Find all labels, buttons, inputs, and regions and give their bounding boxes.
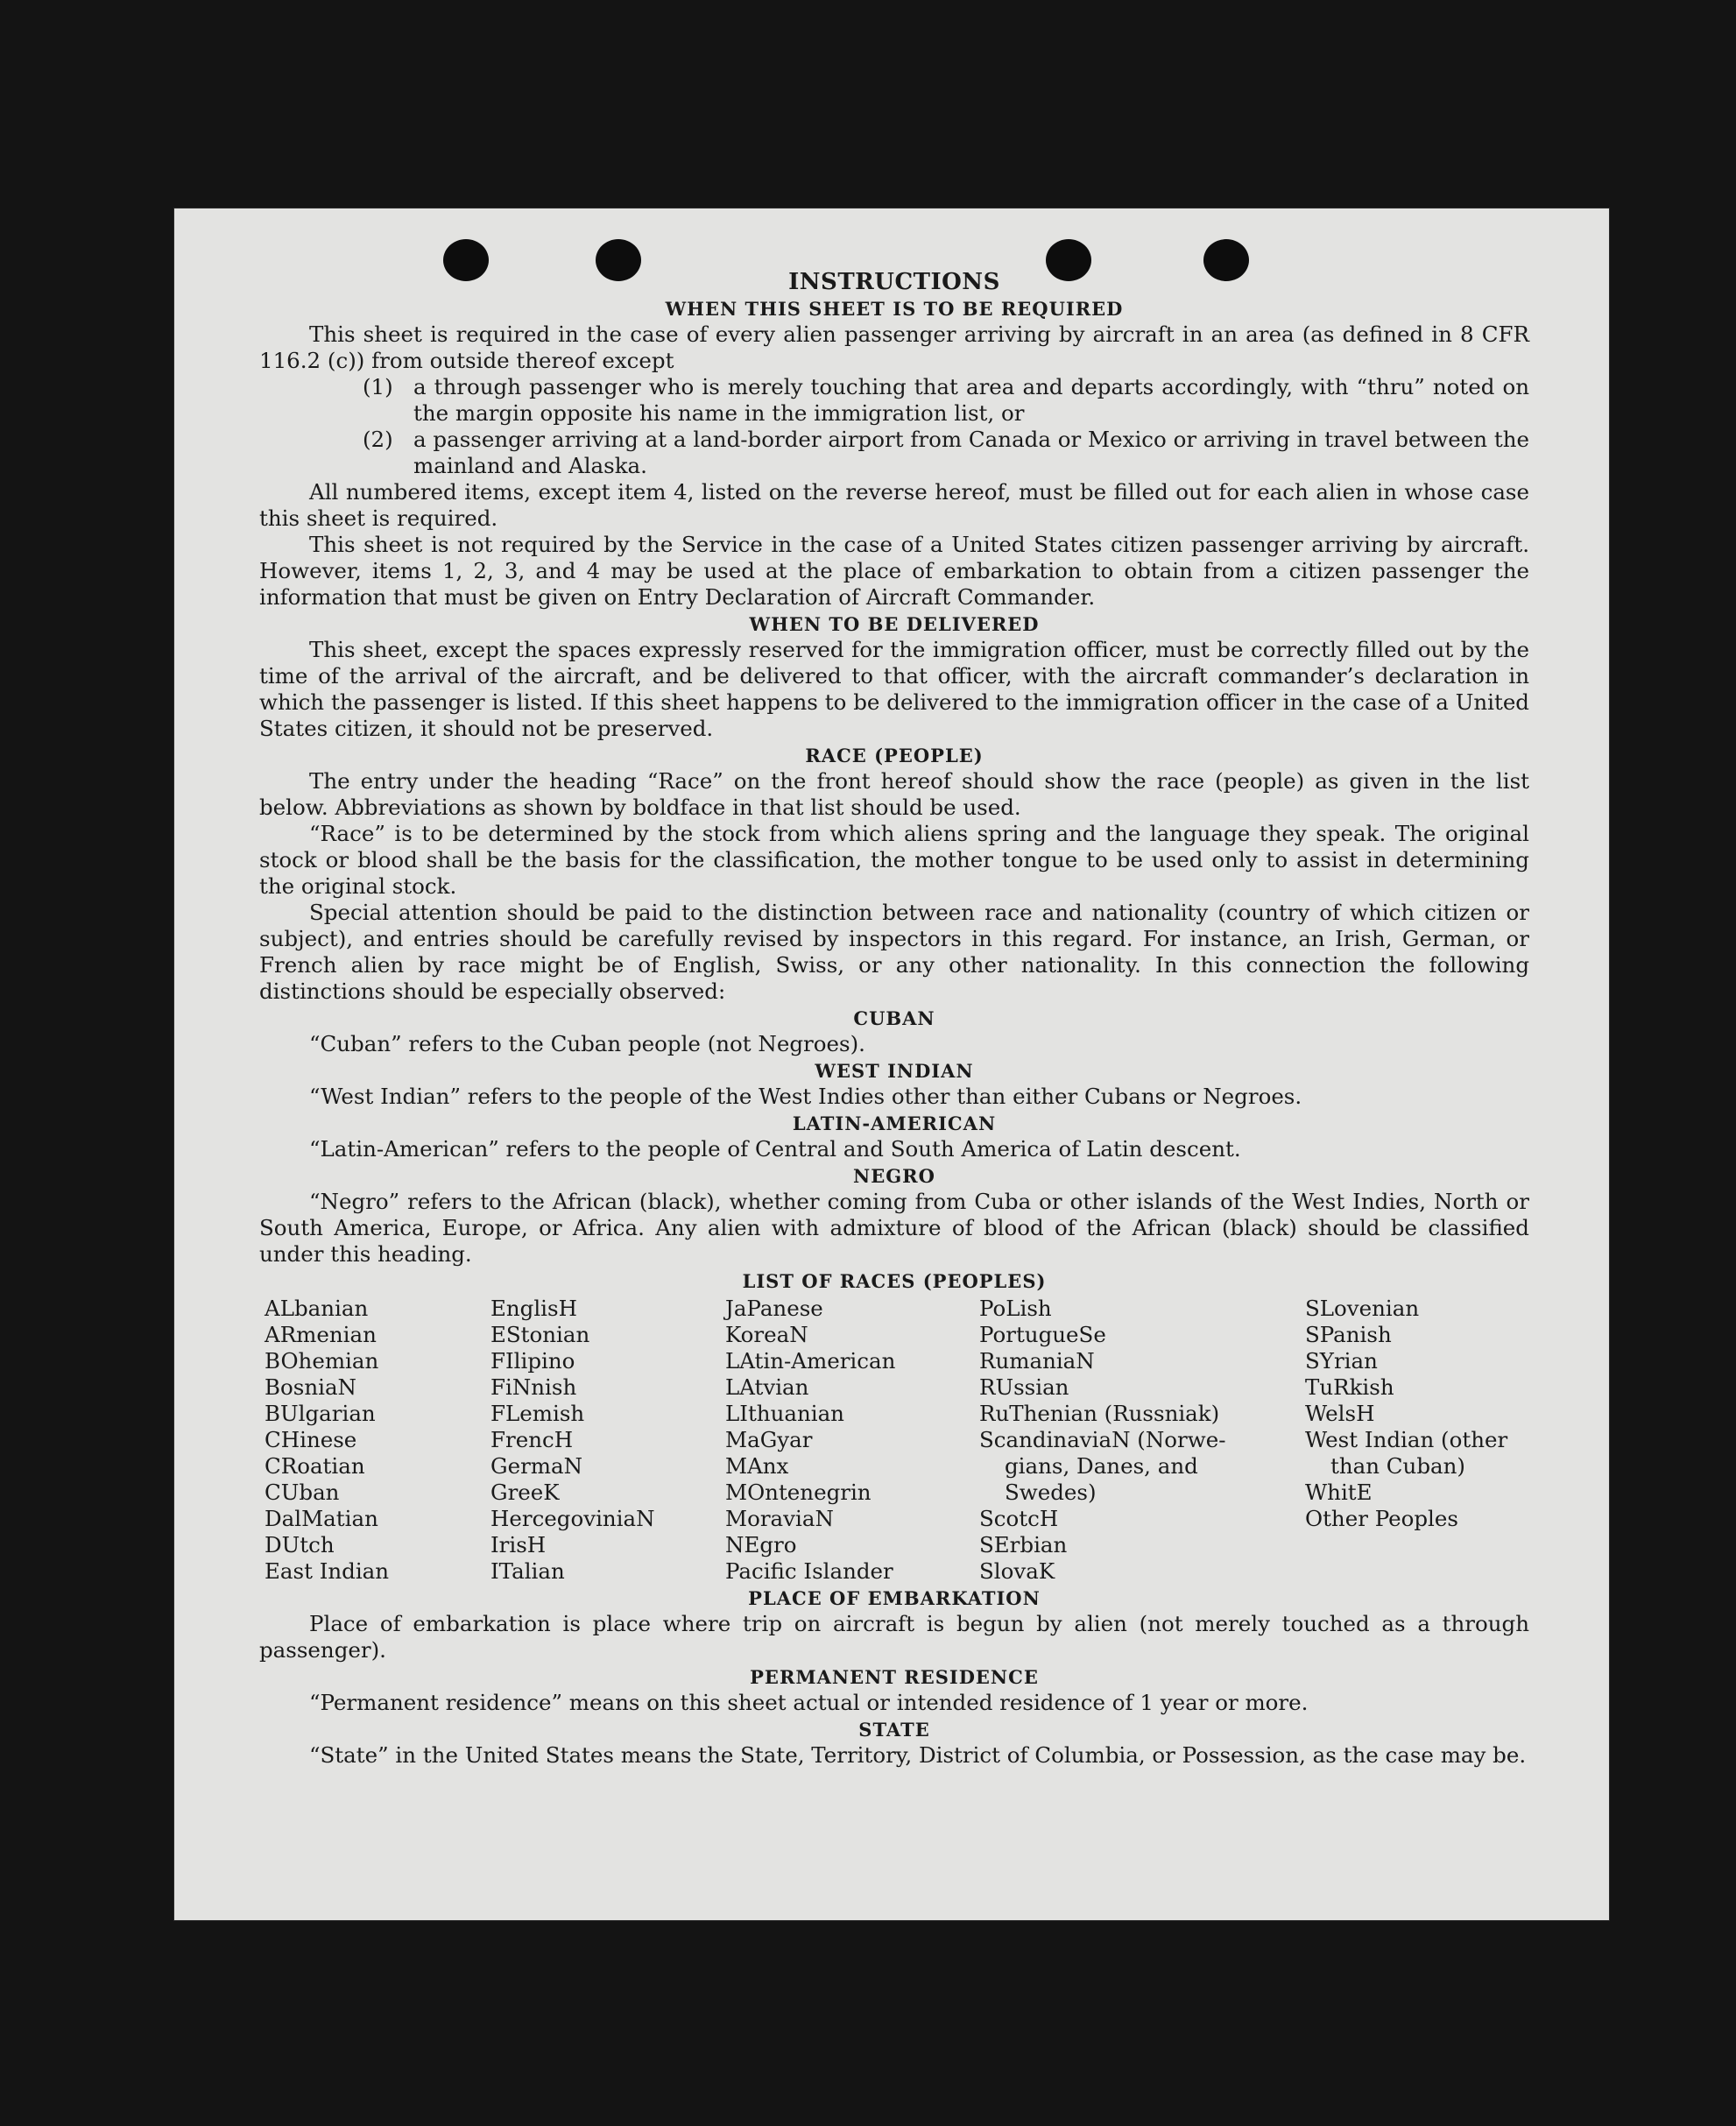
race-entry: BOhemian xyxy=(265,1348,379,1374)
race-entry: West Indian (other xyxy=(1305,1427,1508,1452)
race-entry: FiNnish xyxy=(490,1374,577,1400)
heading-required: WHEN THIS SHEET IS TO BE REQUIRED xyxy=(665,298,1124,320)
instructions-body xyxy=(259,269,1529,1769)
delivered-text: This sheet, except the spaces expressly reserved for the immigration officer, must be correctly filled out by the time of the arrival of the aircraft, and be delivered to that officer, with the aircraft commander’s declaration in which the passenger is listed. If this sheet happens to be delivered to the immigration officer in the case of a United States citizen, it should not be preserved. xyxy=(259,637,1529,741)
race-entry: IrisH xyxy=(490,1532,547,1557)
race-entry: BosniaN xyxy=(265,1374,356,1400)
race-entry: NEgro xyxy=(725,1532,797,1557)
required-intro: This sheet is required in the case of every alien passenger arriving by aircraft in an area (as defined in 8 CFR 116.2 (c)) from outside thereof except xyxy=(259,321,1529,373)
race-entry: Pacific Islander xyxy=(725,1558,893,1584)
heading-cuban: CUBAN xyxy=(853,1007,935,1029)
race-entry: TuRkish xyxy=(1305,1374,1394,1400)
race-entry-continued: gians, Danes, and xyxy=(1005,1453,1198,1479)
race-entry: WelsH xyxy=(1305,1401,1375,1426)
races-column xyxy=(265,1296,490,1585)
races-column xyxy=(979,1296,1305,1585)
race-entry: SLovenian xyxy=(1305,1296,1420,1321)
heading-state: STATE xyxy=(858,1719,930,1741)
race-entry: East Indian xyxy=(265,1558,390,1584)
race-entry: CHinese xyxy=(265,1427,357,1452)
race-entry: MOntenegrin xyxy=(725,1480,872,1505)
race-entry: LIthuanian xyxy=(725,1401,844,1426)
heading-delivered: WHEN TO BE DELIVERED xyxy=(749,613,1040,635)
race-entry: ScandinaviaN (Norwe- xyxy=(979,1427,1226,1452)
race-entry: FIlipino xyxy=(490,1348,575,1374)
race-entry-continued: than Cuban) xyxy=(1330,1453,1465,1479)
race-entry: PortugueSe xyxy=(979,1322,1106,1347)
race-entry: GermaN xyxy=(490,1453,583,1479)
document-sheet xyxy=(173,208,1610,1921)
race-entry: WhitE xyxy=(1305,1480,1373,1505)
race-entry: JaPanese xyxy=(725,1296,823,1321)
race-entry: ARmenian xyxy=(265,1322,377,1347)
residence-text: “Permanent residence” means on this sheet actual or intended residence of 1 year or more. xyxy=(309,1690,1309,1715)
race-entry: ScotcH xyxy=(979,1506,1059,1531)
race-entry: GreeK xyxy=(490,1480,560,1505)
heading-race: RACE (PEOPLE) xyxy=(805,745,984,766)
race-entry: MoraviaN xyxy=(725,1506,834,1531)
race-entry: RumaniaN xyxy=(979,1348,1095,1374)
page-title: INSTRUCTIONS xyxy=(788,269,1000,295)
race-entry: CUban xyxy=(265,1480,340,1505)
required-para-2: All numbered items, except item 4, listed on the reverse hereof, must be filled out for each alien in whose case this sheet is required. xyxy=(259,479,1529,531)
heading-residence: PERMANENT RESIDENCE xyxy=(750,1666,1039,1688)
item-text: a through passenger who is merely touching that area and departs accordingly, with “thru” noted on the margin opposite his name in the immigration list, or xyxy=(413,374,1529,426)
races-column xyxy=(725,1296,979,1585)
race-entry: ALbanian xyxy=(265,1296,369,1321)
list-item xyxy=(259,374,1529,427)
race-entry: RuThenian (Russniak) xyxy=(979,1401,1220,1426)
race-entry: MAnx xyxy=(725,1453,789,1479)
heading-races-list: LIST OF RACES (PEOPLES) xyxy=(742,1270,1047,1292)
item-text: a passenger arriving at a land-border airport from Canada or Mexico or arriving in travel between the mainland and Alaska. xyxy=(413,427,1529,478)
west-indian-text: “West Indian” refers to the people of the West Indies other than either Cubans or Negroes. xyxy=(309,1084,1302,1109)
state-text: “State” in the United States means the State, Territory, District of Columbia, or Possession, as the case may be. xyxy=(309,1742,1527,1768)
race-entry: KoreaN xyxy=(725,1322,808,1347)
race-entry: HercegoviniaN xyxy=(490,1506,655,1531)
race-entry: RUssian xyxy=(979,1374,1069,1400)
list-item xyxy=(259,427,1529,479)
race-para-2: “Race” is to be determined by the stock from which aliens spring and the language they speak. The original stock or blood shall be the basis for the classification, the mother tongue to be used only to assist in determining the original stock. xyxy=(259,821,1529,899)
races-column xyxy=(1305,1296,1535,1585)
race-entry: FLemish xyxy=(490,1401,585,1426)
race-entry: EnglisH xyxy=(490,1296,577,1321)
race-entry: Other Peoples xyxy=(1305,1506,1458,1531)
race-entry: SErbian xyxy=(979,1532,1068,1557)
race-entry: DUtch xyxy=(265,1532,335,1557)
cuban-text: “Cuban” refers to the Cuban people (not Negroes). xyxy=(309,1031,865,1056)
race-entry-continued: Swedes) xyxy=(1005,1480,1097,1505)
race-entry: CRoatian xyxy=(265,1453,365,1479)
heading-west-indian: WEST INDIAN xyxy=(815,1060,974,1082)
race-para-1: The entry under the heading “Race” on the front hereof should show the race (people) as given in the list below. Abbreviations as shown by boldface in that list should be used. xyxy=(259,768,1529,820)
race-para-3: Special attention should be paid to the distinction between race and nationality (country of which citizen or subject), and entries should be carefully revised by inspectors in this regard. For instance, an Irish, German, or French alien by race might be of English, Swiss, or any other nationality. In this connection the following distinctions should be especially observed: xyxy=(259,900,1529,1004)
race-entry: EStonian xyxy=(490,1322,590,1347)
race-entry: MaGyar xyxy=(725,1427,813,1452)
race-entry: LAtvian xyxy=(725,1374,809,1400)
race-entry: FrencH xyxy=(490,1427,574,1452)
race-entry: LAtin-American xyxy=(725,1348,896,1374)
race-entry: ITalian xyxy=(490,1558,565,1584)
races-column xyxy=(490,1296,725,1585)
race-entry: SPanish xyxy=(1305,1322,1392,1347)
race-entry: SlovaK xyxy=(979,1558,1055,1584)
heading-negro: NEGRO xyxy=(853,1165,935,1187)
race-entry: BUlgarian xyxy=(265,1401,376,1426)
item-number: (1) xyxy=(363,374,393,399)
race-entry: PoLish xyxy=(979,1296,1052,1321)
heading-embarkation: PLACE OF EMBARKATION xyxy=(748,1587,1041,1609)
latin-american-text: “Latin-American” refers to the people of Central and South America of Latin descent. xyxy=(309,1136,1241,1162)
races-list xyxy=(265,1296,1529,1585)
heading-latin-american: LATIN-AMERICAN xyxy=(792,1112,997,1134)
required-para-3: This sheet is not required by the Service in the case of a United States citizen passenger arriving by aircraft. However, items 1, 2, 3, and 4 may be used at the place of embarkation to obtain from a citizen passenger the information that must be given on Entry Declaration of Aircraft Commander. xyxy=(259,532,1529,610)
embarkation-text: Place of embarkation is place where trip on aircraft is begun by alien (not merely touched as a through passenger). xyxy=(259,1611,1529,1663)
negro-text: “Negro” refers to the African (black), whether coming from Cuba or other islands of the West Indies, North or South America, Europe, or Africa. Any alien with admixture of blood of the African (black) should be classified under this heading. xyxy=(259,1189,1529,1267)
race-entry: DalMatian xyxy=(265,1506,378,1531)
race-entry: SYrian xyxy=(1305,1348,1378,1374)
item-number: (2) xyxy=(363,427,393,452)
